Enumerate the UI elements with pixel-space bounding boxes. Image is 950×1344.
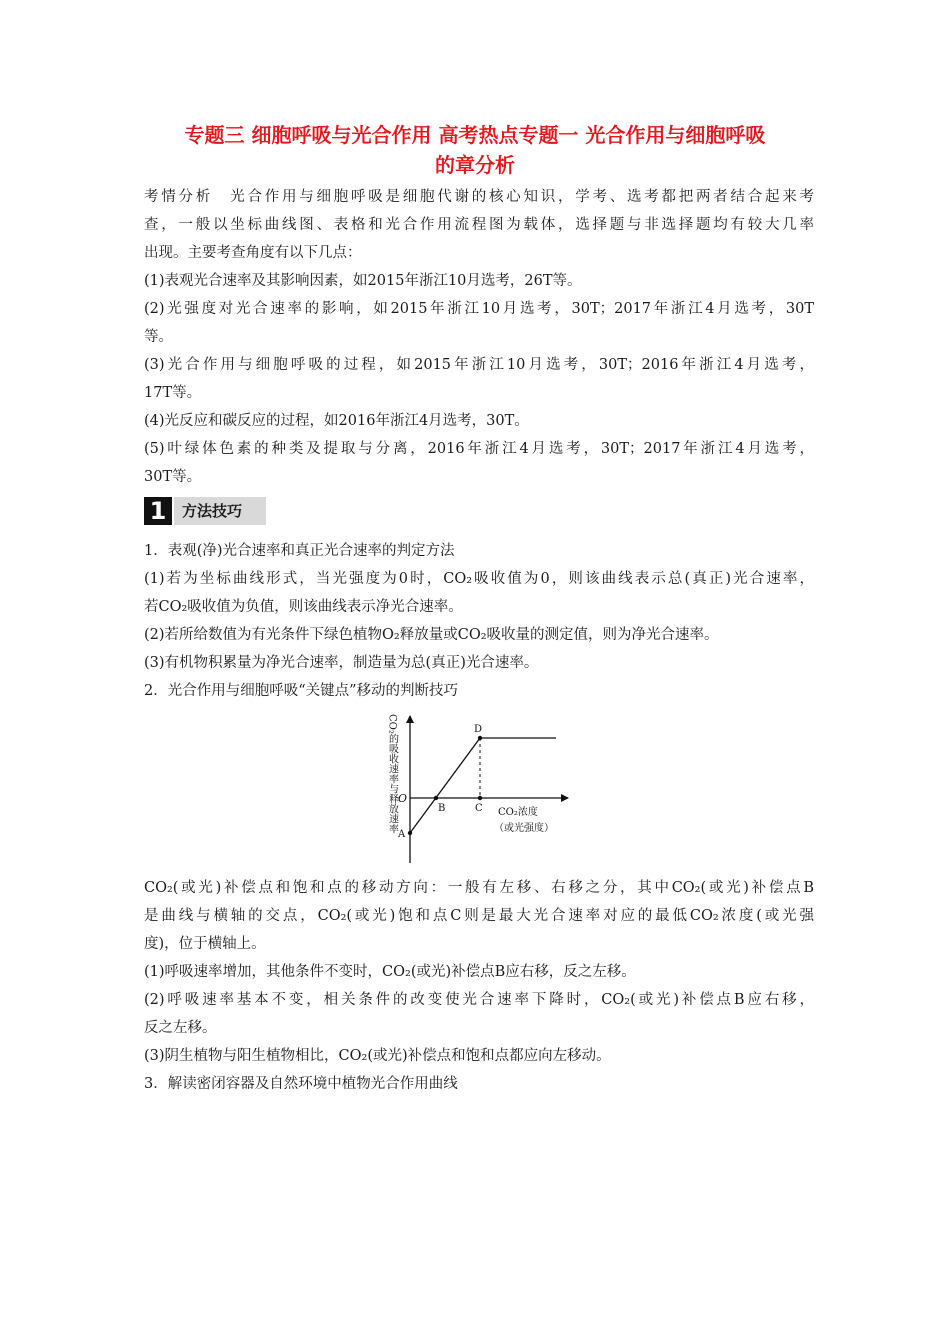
analysis-item: (3)阴生植物与阳生植物相比，CO₂(或光)补偿点和饱和点都应向左移动。 [144, 1048, 611, 1064]
point-b-label: B [438, 803, 446, 814]
intro-item: (4)光反应和碳反应的过程，如2016年浙江4月选考，30T。 [144, 413, 529, 429]
intro-line: 查，一般以坐标曲线图、表格和光合作用流程图为载体，选择题与非选择题均有较大几率 [144, 217, 814, 233]
section-header [144, 497, 266, 525]
key-point-diagram [370, 708, 580, 868]
method-heading: 1．表观(净)光合速率和真正光合速率的判定方法 [144, 543, 455, 559]
y-axis-label: CO₂的吸收速率与释放速率 [386, 714, 398, 834]
intro-item: (5)叶绿体色素的种类及提取与分离，2016年浙江4月选考，30T；2017年浙江4月选考， [144, 441, 814, 457]
rate-curve-rising [410, 738, 480, 833]
x-axis-label: CO₂浓度 [498, 807, 538, 818]
analysis-line: 是曲线与横轴的交点，CO₂(或光)饱和点C则是最大光合速率对应的最低CO₂浓度(或光强 [144, 908, 814, 924]
title-line-2: 的章分析 [435, 153, 515, 177]
intro-item: 等。 [144, 329, 173, 345]
intro-line: 考情分析 光合作用与细胞呼吸是细胞代谢的核心知识，学考、选考都把两者结合起来考 [144, 189, 814, 205]
analysis-item: (1)呼吸速率增加，其他条件不变时，CO₂(或光)补偿点B应右移，反之左移。 [144, 964, 636, 980]
section-label: 方法技巧 [174, 497, 266, 525]
analysis-item: 反之左移。 [144, 1020, 217, 1036]
analysis-line: 度)，位于横轴上。 [144, 936, 266, 952]
point-a-label: A [398, 829, 406, 840]
intro-item: (3)光合作用与细胞呼吸的过程，如2015年浙江10月选考，30T；2016年浙江4月选考， [144, 357, 814, 373]
origin-label: O [398, 792, 408, 805]
point-d-label: D [474, 724, 483, 735]
diagram-svg [370, 708, 580, 868]
analysis-heading: 3．解读密闭容器及自然环境中植物光合作用曲线 [144, 1076, 458, 1092]
method-line: (3)有机物积累量为净光合速率，制造量为总(真正)光合速率。 [144, 655, 539, 671]
intro-item: 17T等。 [144, 385, 202, 401]
point-c-dot [478, 796, 482, 800]
intro-item: (2)光强度对光合速率的影响，如2015年浙江10月选考，30T；2017年浙江4月选考，30T [144, 301, 814, 317]
method-line: (1)若为坐标曲线形式，当光强度为0时，CO₂吸收值为0，则该曲线表示总(真正)光合速率， [144, 571, 814, 587]
method-heading: 2．光合作用与细胞呼吸“关键点”移动的判断技巧 [144, 683, 459, 699]
method-line: (2)若所给数值为有光条件下绿色植物O₂释放量或CO₂吸收量的测定值，则为净光合速率。 [144, 627, 719, 643]
intro-line: 出现。主要考查角度有以下几点： [144, 245, 362, 261]
point-d-dot [478, 736, 482, 740]
analysis-line: CO₂(或光)补偿点和饱和点的移动方向：一般有左移、右移之分，其中CO₂(或光)补偿点B [144, 880, 814, 896]
title-line-1: 专题三 细胞呼吸与光合作用 高考热点专题一 光合作用与细胞呼吸 [184, 123, 766, 147]
method-line: 若CO₂吸收值为负值，则该曲线表示净光合速率。 [144, 599, 463, 615]
analysis-item: (2)呼吸速率基本不变，相关条件的改变使光合速率下降时，CO₂(或光)补偿点B应右移， [144, 992, 814, 1008]
point-b-dot [434, 796, 438, 800]
point-a-dot [408, 831, 412, 835]
intro-item: 30T等。 [144, 469, 202, 485]
intro-item: (1)表观光合速率及其影响因素，如2015年浙江10月选考，26T等。 [144, 273, 582, 289]
section-number: 1 [144, 497, 172, 525]
point-c-label: C [475, 803, 483, 814]
x-axis-label-sub: （或光强度） [494, 823, 554, 834]
